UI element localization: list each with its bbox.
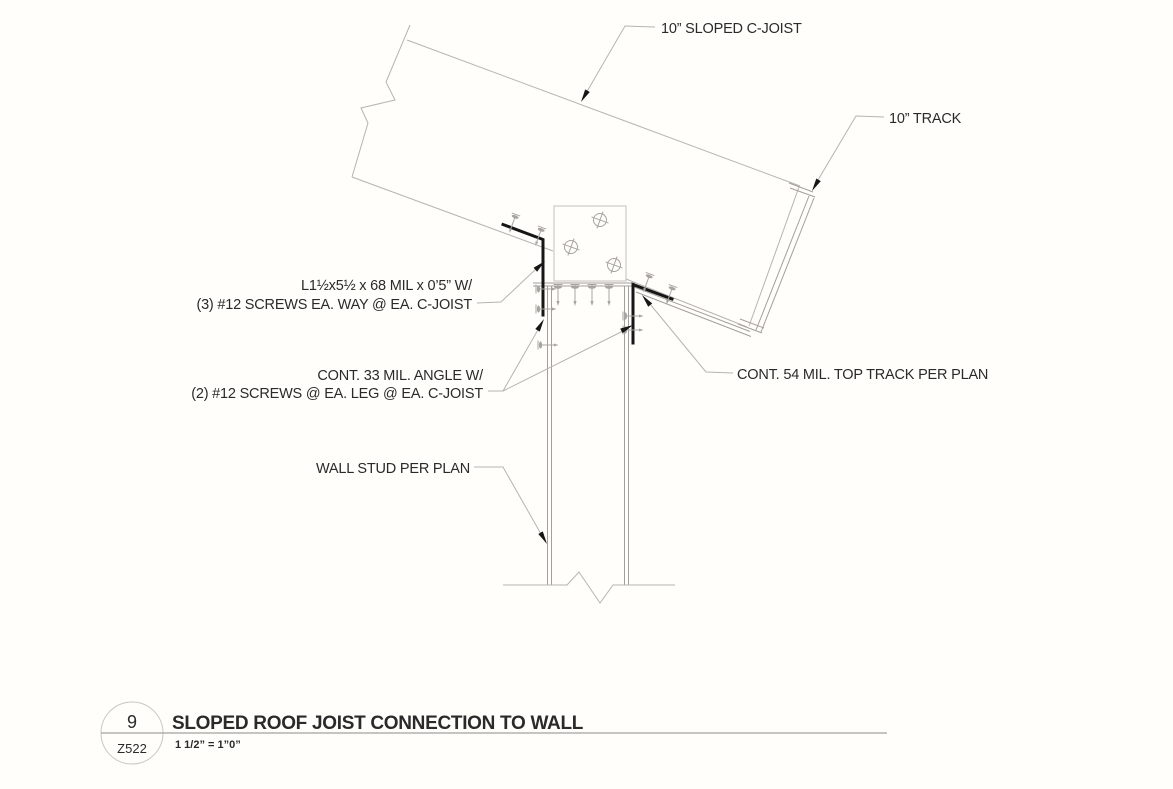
arrowhead	[535, 319, 544, 332]
sheet-number: Z522	[117, 741, 147, 756]
wall-stud	[503, 287, 675, 604]
screw-icon	[554, 285, 563, 307]
joist-break-line	[352, 25, 410, 177]
arrowhead	[812, 179, 821, 192]
track-10in	[738, 183, 815, 333]
leader-track	[815, 116, 884, 185]
label-cont-angle-line1: CONT. 33 MIL. ANGLE W/	[317, 368, 483, 384]
screw-icon	[588, 285, 597, 307]
leader-cont-angle-right	[503, 331, 623, 391]
screw-icon	[605, 285, 614, 307]
arrowhead	[581, 89, 590, 102]
leader-cont-angle-left	[488, 328, 539, 391]
detail-scale: 1 1/2” = 1”0”	[175, 739, 241, 751]
screw-icon	[536, 305, 557, 314]
label-c-joist: 10” SLOPED C-JOIST	[661, 21, 802, 37]
leader-c-joist	[585, 26, 655, 95]
label-cont-angle-line2: (2) #12 SCREWS @ EA. LEG @ EA. C-JOIST	[191, 386, 483, 402]
screw-icon	[571, 285, 580, 307]
clip-angle-plate	[554, 206, 626, 281]
label-track: 10” TRACK	[889, 111, 962, 127]
screw-icon	[538, 341, 559, 350]
title-block	[101, 702, 887, 764]
leader-wall-stud	[474, 467, 541, 534]
stud-break-line	[503, 572, 675, 603]
leader-top-track	[650, 304, 733, 373]
arrowhead	[538, 531, 547, 544]
label-top-track: CONT. 54 MIL. TOP TRACK PER PLAN	[737, 367, 989, 383]
detail-title: SLOPED ROOF JOIST CONNECTION TO WALL	[172, 713, 584, 734]
horizontal-screw-icons	[536, 285, 644, 350]
label-clip-angle-line2: (3) #12 SCREWS EA. WAY @ EA. C-JOIST	[196, 297, 472, 313]
top-track-line	[533, 283, 751, 337]
label-clip-angle-line1: L1½x5½ x 68 MIL x 0’5” W/	[301, 278, 472, 294]
vertical-screw-icons	[554, 285, 614, 307]
leader-clip-angle	[477, 268, 537, 303]
label-wall-stud: WALL STUD PER PLAN	[315, 461, 470, 477]
detail-number: 9	[126, 712, 138, 732]
